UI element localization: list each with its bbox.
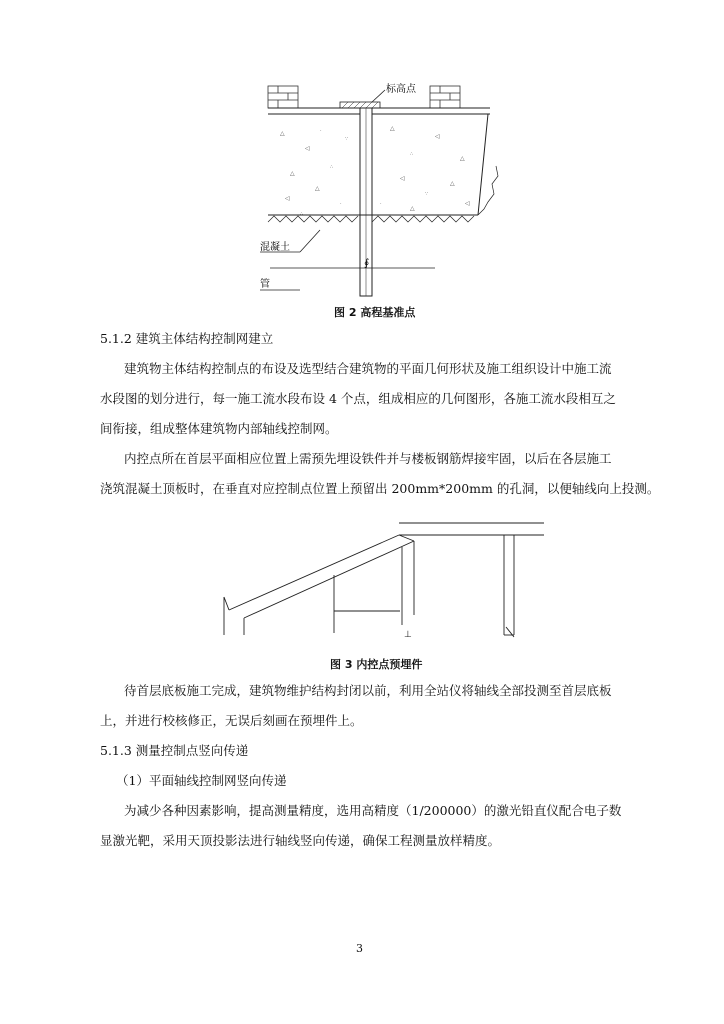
para1-line2: 水段图的划分进行，每一施工流水段布设 4 个点，组成相应的几何图形，各施工流水段相互之 [100,391,616,406]
label-pipe: 管 [260,279,270,290]
para1-line3: 间衔接，组成整体建筑物内部轴线控制网。 [100,421,338,436]
svg-text:◁: ◁ [435,133,440,140]
svg-text:◁: ◁ [285,195,290,202]
para4-line2: 显激光靶，采用天顶投影法进行轴线竖向传递，确保工程测量放样精度。 [100,833,501,848]
section-5-1-3-heading: 5.1.3 测量控制点竖向传递 [100,743,249,758]
svg-text:∴: ∴ [300,211,304,217]
svg-text:△: △ [450,180,455,187]
label-concrete: 混凝土 [260,242,290,253]
svg-text:·: · [380,201,382,207]
svg-text:△: △ [410,205,415,212]
svg-text:△: △ [460,155,465,162]
svg-text:∴: ∴ [330,164,334,170]
para4-line1: 为减少各种因素影响，提高测量精度，选用高精度（1/200000）的激光铅直仪配合电子数 [124,803,622,818]
section-5-1-3-subheading: （1）平面轴线控制网竖向传递 [116,773,287,788]
svg-text:⊥: ⊥ [404,630,412,640]
concrete-texture [280,125,470,217]
svg-text:◁: ◁ [305,145,310,152]
svg-text:·: · [340,201,342,207]
para2-line2: 浇筑混凝土顶板时，在垂直对应控制点位置上预留出 200mm*200mm 的孔洞，以便轴线向上投测。 [100,481,660,496]
svg-text:∮: ∮ [364,258,370,269]
svg-text:△: △ [315,185,320,192]
svg-text:∵: ∵ [345,136,349,142]
svg-text:∵: ∵ [425,191,429,197]
svg-text:△: △ [290,170,295,177]
label-marker: 标高点 [386,84,416,95]
page-number: 3 [356,942,363,955]
brick-right [430,86,460,108]
figure-2-diagram [260,80,500,302]
brick-left [268,86,298,108]
figure-3-caption: 图 3 内控点预埋件 [330,658,423,671]
svg-text:△: △ [280,130,285,137]
svg-text:·: · [320,128,322,134]
svg-text:△: △ [390,125,395,132]
svg-text:◁: ◁ [465,200,470,207]
section-5-1-2-heading: 5.1.2 建筑主体结构控制网建立 [100,331,274,346]
svg-text:◁: ◁ [400,175,405,182]
para3-line1: 待首层底板施工完成，建筑物维护结构封闭以前，利用全站仪将轴线全部投测至首层底板 [124,683,612,698]
para3-line2: 上，并进行校核修正，无误后刻画在预埋件上。 [100,713,363,728]
para2-line1: 内控点所在首层平面相应位置上需预先埋设铁件并与楼板钢筋焊接牢固，以后在各层施工 [124,451,612,466]
figure-3-diagram [214,515,554,645]
svg-text:∴: ∴ [410,151,414,157]
marker-plate [340,102,380,108]
figure-2-caption: 图 2 高程基准点 [334,306,416,319]
para1-line1: 建筑物主体结构控制点的布设及选型结合建筑物的平面几何形状及施工组织设计中施工流 [124,361,612,376]
